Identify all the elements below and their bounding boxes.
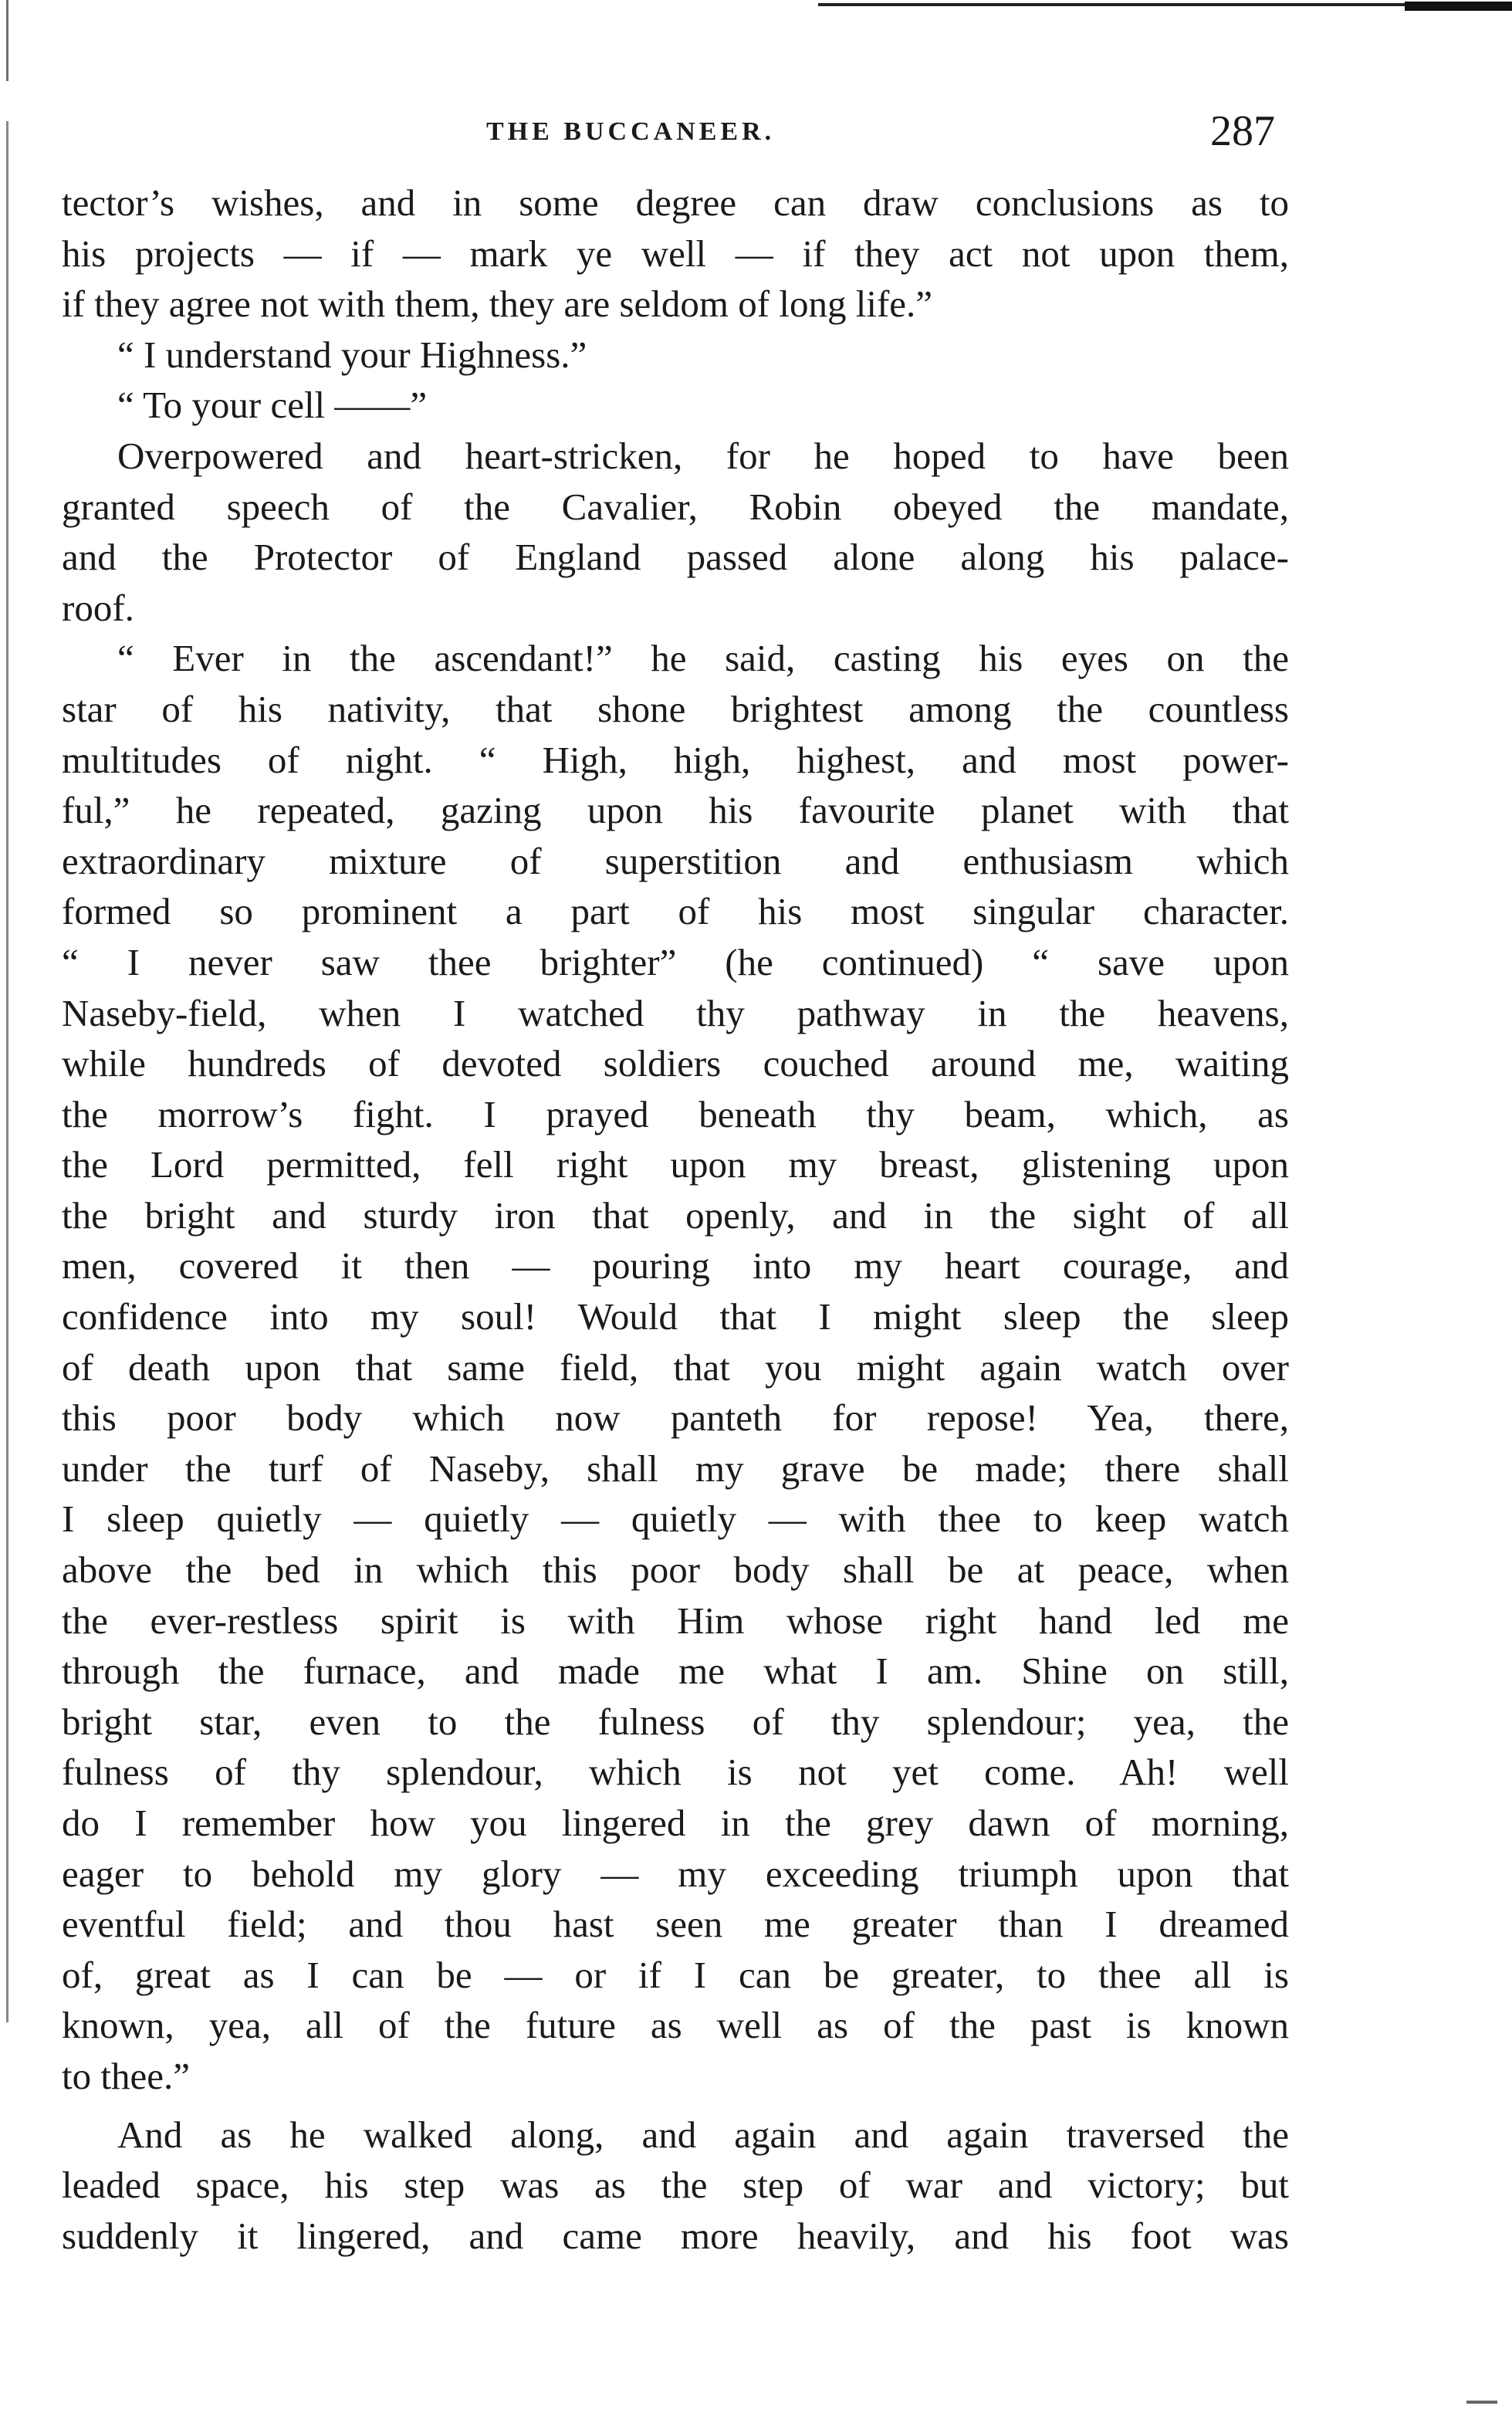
text-line: and the Protector of England passed alone along his palace- [62,536,1289,579]
text-line: multitudes of night. “ High, high, highest, and most power- [62,738,1289,781]
text-line: granted speech of the Cavalier, Robin obeyed the mandate, [62,485,1289,528]
gutter-shadow [6,0,8,2022]
scan-artifact [1466,2401,1497,2404]
text-line: And as he walked along, and again and again traversed the [117,2113,1289,2156]
text-line: confidence into my soul! Would that I might sleep the sleep [62,1295,1289,1338]
text-line: eager to behold my glory — my exceeding triumph upon that [62,1852,1289,1895]
text-line: extraordinary mixture of superstition and enthusiasm which [62,839,1289,882]
text-line: suddenly it lingered, and came more heavily, and his foot was [62,2214,1289,2257]
text-line: to thee.” [62,2054,190,2097]
text-line: while hundreds of devoted soldiers couched around me, waiting [62,1042,1289,1085]
text-line: formed so prominent a part of his most singular character. [62,890,1289,933]
text-line: if they agree not with them, they are seldom of long life.” [62,283,933,326]
text-line: the Lord permitted, fell right upon my breast, glistening upon [62,1143,1289,1186]
page-header [0,107,1512,153]
text-line: tector’s wishes, and in some degree can draw conclusions as to [62,181,1289,224]
text-line: “ I never saw thee brighter” (he continued) “ save upon [62,940,1289,983]
text-line: bright star, even to the fulness of thy splendour; yea, the [62,1700,1289,1743]
text-line: known, yea, all of the future as well as of the past is known [62,2004,1289,2047]
text-line: the morrow’s fight. I prayed beneath thy beam, which, as [62,1092,1289,1135]
scan-edge-rule [818,3,1474,6]
text-line: this poor body which now panteth for repose! Yea, there, [62,1396,1289,1440]
text-line: leaded space, his step was as the step of war and victory; but [62,2164,1289,2207]
page-number: 287 [1210,107,1275,155]
text-line: Naseby-field, when I watched thy pathway in the heavens, [62,991,1289,1034]
text-line: star of his nativity, that shone brightest among the countless [62,687,1289,730]
text-line: the bright and sturdy iron that openly, and in the sight of all [62,1193,1289,1237]
text-line: “ I understand your Highness.” [117,333,587,376]
running-title: THE BUCCANEER. [486,117,776,146]
body-text [62,178,1289,2261]
text-line: of, great as I can be — or if I can be greater, to thee all is [62,1953,1289,1996]
text-line: fulness of thy splendour, which is not yet come. Ah! well [62,1751,1289,1794]
text-line: “ To your cell ——” [117,384,428,427]
text-line: do I remember how you lingered in the grey dawn of morning, [62,1802,1289,1844]
text-line: of death upon that same field, that you might again watch over [62,1345,1289,1389]
text-line: Overpowered and heart-stricken, for he hoped to have been [117,434,1289,477]
text-line: ful,” he repeated, gazing upon his favourite planet with that [62,789,1289,832]
text-line: above the bed in which this poor body shall be at peace, when [62,1548,1289,1592]
text-line: “ Ever in the ascendant!” he said, casting his eyes on the [117,637,1289,680]
scan-edge-mark [1405,2,1512,11]
text-line: I sleep quietly — quietly — quietly — with thee to keep watch [62,1497,1289,1541]
text-line: the ever-restless spirit is with Him whose right hand led me [62,1599,1289,1642]
text-line: eventful field; and thou hast seen me greater than I dreamed [62,1903,1289,1946]
text-line: his projects — if — mark ye well — if they act not upon them, [62,232,1289,275]
text-line: under the turf of Naseby, shall my grave be made; there shall [62,1447,1289,1490]
text-line: men, covered it then — pouring into my heart courage, and [62,1244,1289,1288]
text-line: through the furnace, and made me what I am. Shine on still, [62,1650,1289,1693]
text-line: roof. [62,586,134,629]
